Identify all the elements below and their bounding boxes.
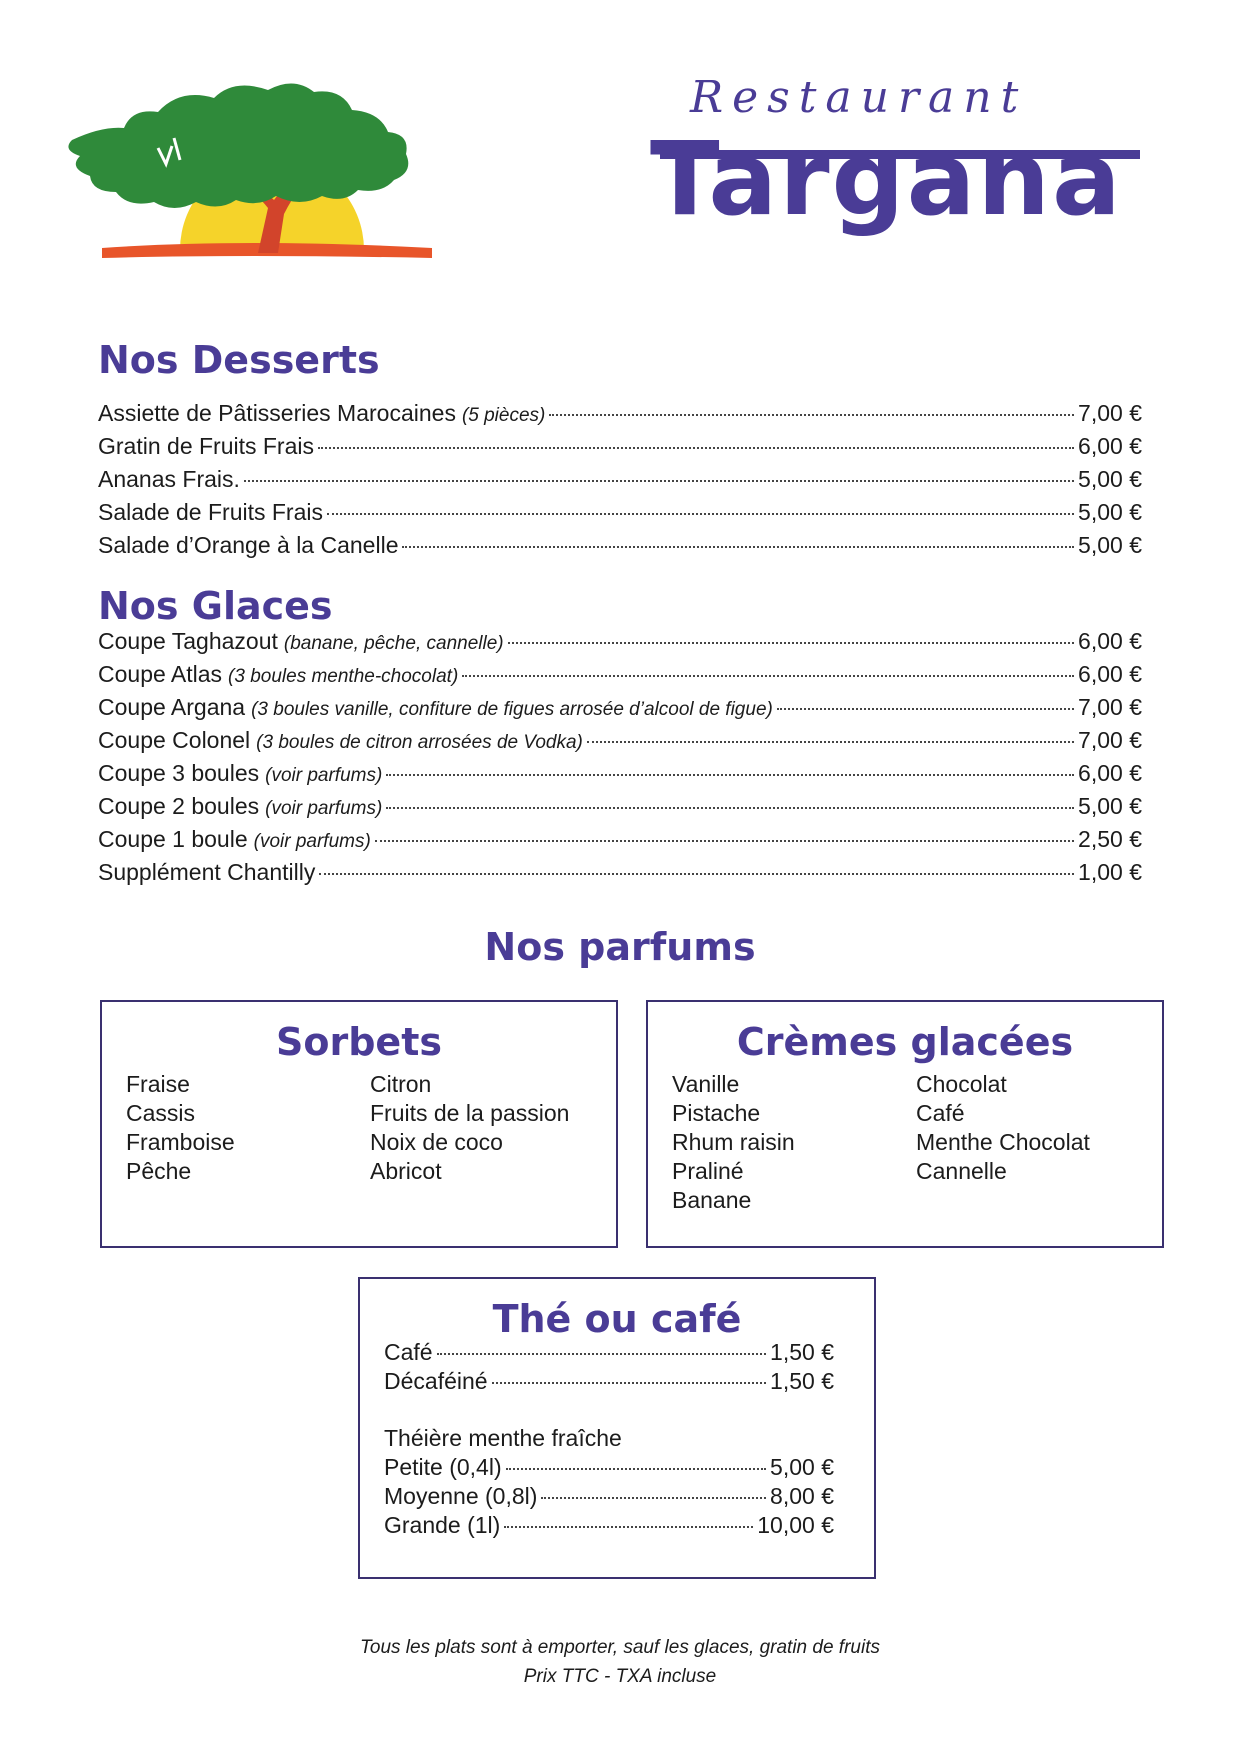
- flavor-item: Menthe Chocolat: [916, 1129, 1090, 1155]
- item-note: (voir parfums): [265, 798, 383, 819]
- item-price: 1,50 €: [770, 1368, 834, 1394]
- flavor-item: Fruits de la passion: [370, 1100, 570, 1126]
- item-name: Coupe Argana: [98, 694, 246, 720]
- flavor-item: Banane: [672, 1187, 752, 1213]
- flavor-item: Café: [916, 1100, 965, 1126]
- desserts-title: Nos Desserts: [98, 338, 380, 382]
- item-note: (3 boules de citron arrosées de Vodka): [256, 732, 583, 753]
- menu-item: [98, 826, 1142, 859]
- menu-item: [384, 1368, 834, 1397]
- item-name: Ananas Frais.: [98, 466, 240, 492]
- wordmark-restaurant: Restaurant: [690, 72, 1028, 123]
- item-note: (3 boules menthe-chocolat): [228, 666, 459, 687]
- item-name: Coupe 3 boules: [98, 760, 260, 786]
- dot-leader: [462, 675, 1074, 677]
- menu-item: [384, 1512, 834, 1541]
- dot-leader: [508, 642, 1074, 644]
- item-name: Assiette de Pâtisseries Marocaines: [98, 400, 456, 426]
- dot-leader: [386, 774, 1074, 776]
- menu-item: [98, 760, 1142, 793]
- dot-leader: [587, 741, 1074, 743]
- dot-leader: [437, 1353, 766, 1355]
- glaces-list: [98, 628, 1142, 892]
- menu-item: [384, 1339, 834, 1368]
- menu-item: [98, 433, 1142, 466]
- item-price: 8,00 €: [770, 1483, 834, 1509]
- item-price: 6,00 €: [1078, 661, 1142, 687]
- menu-item: [98, 661, 1142, 694]
- item-name: Coupe 1 boule: [98, 826, 248, 852]
- menu-item: [98, 499, 1142, 532]
- item-price: 5,00 €: [1078, 793, 1142, 819]
- menu-item: [98, 694, 1142, 727]
- item-name: Gratin de Fruits Frais: [98, 433, 314, 459]
- item-note: (voir parfums): [265, 765, 383, 786]
- glaces-title: Nos Glaces: [98, 584, 333, 628]
- sorbets-title: Sorbets: [276, 1020, 442, 1064]
- dot-leader: [777, 708, 1074, 710]
- item-note: (voir parfums): [253, 831, 371, 852]
- menu-item: [98, 859, 1142, 892]
- desserts-list: [98, 400, 1142, 565]
- item-name: Coupe Colonel: [98, 727, 251, 753]
- restaurant-wordmark: [650, 62, 1150, 272]
- menu-item: [384, 1454, 834, 1483]
- flavor-item: Framboise: [126, 1129, 235, 1155]
- flavor-item: Noix de coco: [370, 1129, 503, 1155]
- dot-leader: [244, 480, 1074, 482]
- teapot-heading-row: [384, 1425, 834, 1454]
- item-price: 7,00 €: [1078, 727, 1142, 753]
- flavor-item: Cannelle: [916, 1158, 1007, 1184]
- flavor-item: Chocolat: [916, 1071, 1007, 1097]
- dot-leader: [506, 1468, 766, 1470]
- sorbets-column-2: [370, 1070, 569, 1186]
- parfums-title: Nos parfums: [484, 925, 756, 969]
- item-note: (5 pièces): [461, 405, 546, 426]
- flavor-item: Cassis: [126, 1100, 196, 1126]
- item-name: Salade d’Orange à la Canelle: [98, 532, 399, 558]
- item-price: 5,00 €: [1078, 532, 1142, 558]
- item-note: (3 boules vanille, confiture de figues arrosée d’alcool de figue): [251, 699, 773, 720]
- item-name: Petite (0,4l): [384, 1454, 502, 1480]
- menu-item: [98, 466, 1142, 499]
- flavor-item: Citron: [370, 1071, 432, 1097]
- teapot-list: [384, 1454, 834, 1541]
- menu-item: [98, 628, 1142, 661]
- cremes-box: [646, 1000, 1164, 1248]
- dot-leader: [386, 807, 1074, 809]
- item-price: 6,00 €: [1078, 433, 1142, 459]
- item-price: 2,50 €: [1078, 826, 1142, 852]
- wordmark-brand: Targana: [650, 120, 1123, 239]
- dot-leader: [549, 414, 1074, 416]
- tree-logo: [62, 68, 442, 268]
- dot-leader: [541, 1497, 766, 1499]
- item-name: Décaféiné: [384, 1368, 488, 1394]
- item-name: Grande (1l): [384, 1512, 501, 1538]
- item-name: Supplément Chantilly: [98, 859, 316, 885]
- item-name: Coupe 2 boules: [98, 793, 260, 819]
- item-price: 5,00 €: [770, 1454, 834, 1480]
- cremes-column-2: [916, 1070, 1090, 1215]
- menu-item: [98, 532, 1142, 565]
- sorbets-column-1: [126, 1070, 370, 1186]
- item-name: Coupe Atlas: [98, 661, 223, 687]
- dot-leader: [318, 447, 1074, 449]
- flavor-item: Pistache: [672, 1100, 761, 1126]
- item-price: 5,00 €: [1078, 499, 1142, 525]
- item-price: 7,00 €: [1078, 400, 1142, 426]
- item-name: Moyenne (0,8l): [384, 1483, 538, 1509]
- flavor-item: Fraise: [126, 1071, 190, 1097]
- flavor-item: Pêche: [126, 1158, 192, 1184]
- item-price: 6,00 €: [1078, 760, 1142, 786]
- menu-item: [98, 400, 1142, 433]
- teapot-heading: Théière menthe fraîche: [384, 1425, 622, 1451]
- flavor-item: Praliné: [672, 1158, 744, 1184]
- menu-item: [384, 1483, 834, 1512]
- the-cafe-box: [358, 1277, 876, 1579]
- item-price: 1,50 €: [770, 1339, 834, 1365]
- item-price: 10,00 €: [757, 1512, 834, 1538]
- item-price: 6,00 €: [1078, 628, 1142, 654]
- sorbets-box: [100, 1000, 618, 1248]
- menu-item: [98, 727, 1142, 760]
- item-name: Salade de Fruits Frais: [98, 499, 323, 525]
- dot-leader: [319, 873, 1074, 875]
- footer-line-1: Tous les plats sont à emporter, sauf les glaces, gratin de fruits: [360, 1637, 880, 1658]
- coffee-list: [384, 1339, 834, 1397]
- item-price: 5,00 €: [1078, 466, 1142, 492]
- menu-item: [98, 793, 1142, 826]
- item-name: Café: [384, 1339, 433, 1365]
- dot-leader: [492, 1382, 766, 1384]
- dot-leader: [402, 546, 1074, 548]
- footer-line-2: Prix TTC - TXA incluse: [523, 1666, 717, 1687]
- flavor-item: Abricot: [370, 1158, 442, 1184]
- cremes-title: Crèmes glacées: [736, 1020, 1074, 1064]
- the-cafe-title: Thé ou café: [492, 1297, 742, 1341]
- dot-leader: [327, 513, 1074, 515]
- dot-leader: [375, 840, 1074, 842]
- item-price: 7,00 €: [1078, 694, 1142, 720]
- dot-leader: [504, 1526, 753, 1528]
- flavor-item: Rhum raisin: [672, 1129, 795, 1155]
- item-price: 1,00 €: [1078, 859, 1142, 885]
- cremes-column-1: [672, 1070, 916, 1215]
- item-name: Coupe Taghazout: [98, 628, 278, 654]
- item-note: (banane, pêche, cannelle): [283, 633, 504, 654]
- flavor-item: Vanille: [672, 1071, 740, 1097]
